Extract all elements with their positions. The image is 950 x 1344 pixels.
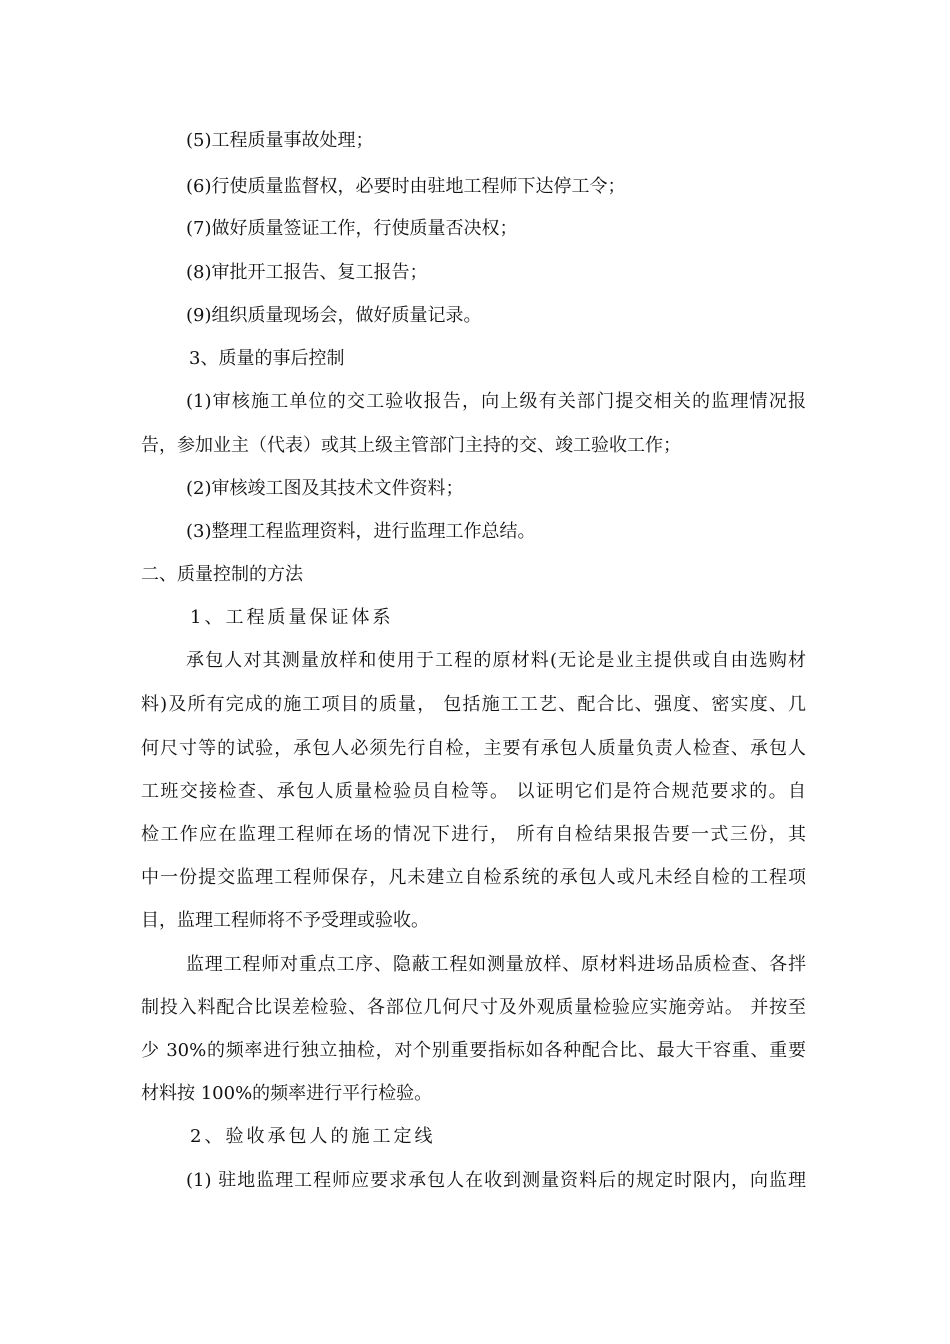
list-item: (5)工程质量事故处理； [186, 130, 374, 151]
subsection-heading: 1、工程质量保证体系 [190, 607, 394, 628]
section-heading: 二、质量控制的方法 [141, 564, 303, 585]
list-item: (9)组织质量现场会，做好质量记录。 [186, 305, 482, 326]
paragraph-line: 料)及所有完成的施工项目的质量， 包括施工工艺、配合比、强度、密实度、几 [141, 694, 806, 715]
subsection-heading: 2、验收承包人的施工定线 [190, 1126, 436, 1147]
section-heading: 3、质量的事后控制 [189, 348, 345, 369]
list-item: (8)审批开工报告、复工报告； [186, 262, 428, 283]
list-item: (2)审核竣工图及其技术文件资料； [186, 478, 464, 499]
paragraph-line: 材料按 100%的频率进行平行检验。 [141, 1083, 433, 1104]
paragraph-line: (1)审核施工单位的交工验收报告，向上级有关部门提交相关的监理情况报 [186, 391, 806, 412]
list-item: (3)整理工程监理资料，进行监理工作总结。 [186, 521, 536, 542]
paragraph-line: 检工作应在监理工程师在场的情况下进行， 所有自检结果报告要一式三份，其 [141, 824, 806, 845]
paragraph-line: 制投入料配合比误差检验、各部位几何尺寸及外观质量检验应实施旁站。 并按至 [141, 997, 806, 1018]
paragraph-line: (1) 驻地监理工程师应要求承包人在收到测量资料后的规定时限内，向监理 [186, 1170, 806, 1191]
paragraph-line: 承包人对其测量放样和使用于工程的原材料(无论是业主提供或自由选购材 [186, 650, 806, 671]
paragraph-line: 少 30%的频率进行独立抽检，对个别重要指标如各种配合比、最大干容重、重要 [141, 1040, 806, 1061]
paragraph-line: 目，监理工程师将不予受理或验收。 [141, 910, 429, 931]
paragraph-line: 工班交接检查、承包人质量检验员自检等。 以证明它们是符合规范要求的。自 [141, 781, 806, 802]
paragraph-line: 告，参加业主（代表）或其上级主管部门主持的交、竣工验收工作； [141, 435, 681, 456]
paragraph-line: 中一份提交监理工程师保存，凡未建立自检系统的承包人或凡未经自检的工程项 [141, 867, 806, 888]
paragraph-line: 何尺寸等的试验，承包人必须先行自检，主要有承包人质量负责人检查、承包人 [141, 738, 806, 759]
list-item: (7)做好质量签证工作，行使质量否决权； [186, 218, 518, 239]
list-item: (6)行使质量监督权，必要时由驻地工程师下达停工令； [186, 176, 626, 197]
paragraph-line: 监理工程师对重点工序、隐蔽工程如测量放样、原材料进场品质检查、各拌 [186, 954, 806, 975]
